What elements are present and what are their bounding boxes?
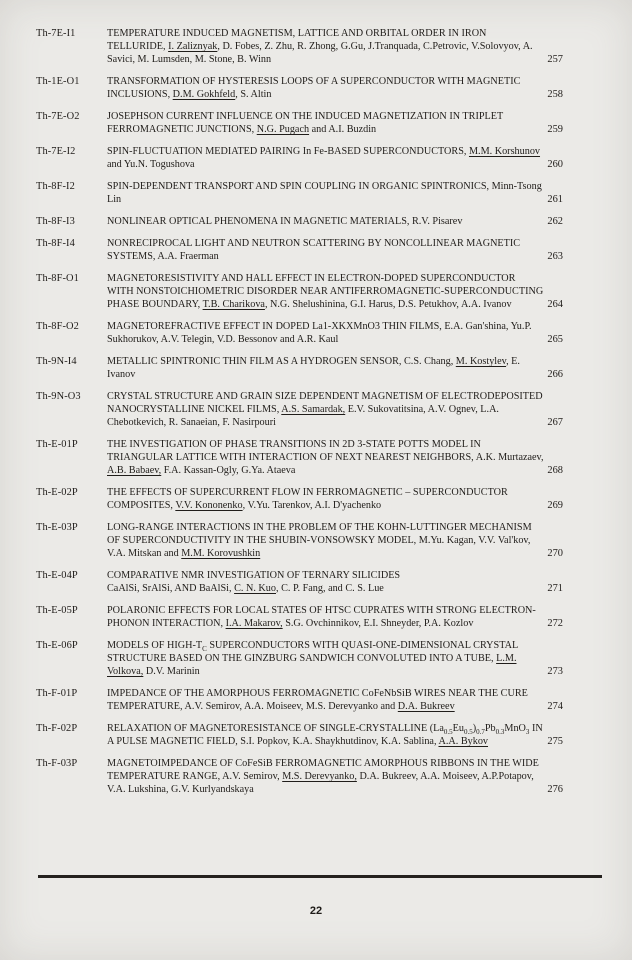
entry-title: MODELS OF HIGH-$T_C$ SUPERCONDUCTORS WITH QUASI-ONE-DIMENSIONAL CRYSTAL STRUCTURE BASED ON THE GINZBURG SANDWICH CONVOLUTED INTO A TUBE, L.M. Volkova, D.V. Marinin (107, 640, 518, 677)
entry-title: MAGNETOREFRACTIVE EFFECT IN DOPED La1-XKXMnO3 THIN FILMS, E.A. Gan'shina, Yu.P. Sukhorukov, A.V. Telegin, V.D. Bessonov and A.R. Kaul (107, 321, 532, 345)
entry-page-number: 273 (547, 666, 563, 677)
entry-page-number: 275 (547, 736, 563, 747)
entry-page-number: 268 (547, 465, 563, 476)
toc-row (36, 604, 563, 630)
toc-row (36, 110, 563, 136)
entry-page-number: 258 (547, 89, 563, 100)
entry-page-number: 259 (547, 124, 563, 135)
toc-row (36, 320, 563, 346)
session-code: Th-7E-I2 (36, 146, 76, 157)
session-code: Th-F-03P (36, 758, 78, 769)
entry-title: LONG-RANGE INTERACTIONS IN THE PROBLEM OF THE KOHN-LUTTINGER MECHANISM OF SUPERCONDUCTIVITY IN THE SHUBIN-VONSOWSKY MODEL, M.Yu. Kagan, V.V. Val'kov, V.A. Mitskan and M.M. Korovushkin (107, 522, 532, 559)
session-code: Th-8F-O2 (36, 321, 79, 332)
session-code: Th-9N-O3 (36, 391, 81, 402)
toc-row (36, 145, 563, 171)
toc-row (36, 27, 563, 66)
entry-page-number: 276 (547, 784, 563, 795)
session-code: Th-E-02P (36, 487, 78, 498)
session-code: Th-1E-O1 (36, 76, 80, 87)
session-code: Th-7E-I1 (36, 28, 76, 39)
session-code: Th-F-01P (36, 688, 78, 699)
entry-title: NONRECIPROCAL LIGHT AND NEUTRON SCATTERING BY NONCOLLINEAR MAGNETIC SYSTEMS, A.A. Fraerman (107, 238, 521, 262)
entry-title: MAGNETOIMPEDANCE OF CoFeSiB FERROMAGNETIC AMORPHOUS RIBBONS IN THE WIDE TEMPERATURE RANGE, A.V. Semirov, M.S. Derevyanko, D.A. Bukreev, A.A. Moiseev, A.P.Potapov, V.A. Lukshina, G.V. Kurlyandskaya (107, 758, 539, 795)
entry-title: MAGNETORESISTIVITY AND HALL EFFECT IN ELECTRON-DOPED SUPERCONDUCTOR WITH NONSTOICHIOMETRIC DISORDER NEAR ANTIFERROMAGNETIC-SUPERCONDUCTING PHASE BOUNDARY, T.B. Charikova, N.G. Shelushinina, G.I. Harus, D.S. Petukhov, A.A. Ivanov (107, 273, 544, 310)
entry-page-number: 264 (547, 299, 563, 310)
entry-title: IMPEDANCE OF THE AMORPHOUS FERROMAGNETIC CoFeNbSiB WIRES NEAR THE CURE TEMPERATURE, A.V. Semirov, A.A. Moiseev, M.S. Derevyanko and D.A. Bukreev (107, 688, 528, 712)
toc-row (36, 237, 563, 263)
entry-page-number: 272 (547, 618, 563, 629)
session-code: Th-F-02P (36, 723, 78, 734)
entry-title: METALLIC SPINTRONIC THIN FILM AS A HYDROGEN SENSOR, C.S. Chang, M. Kostylev, E. Ivanov (107, 356, 520, 380)
toc-list (36, 27, 563, 796)
entry-title: SPIN-DEPENDENT TRANSPORT AND SPIN COUPLING IN ORGANIC SPINTRONICS, Minn-Tsong Lin (107, 181, 542, 205)
entry-title: COMPARATIVE NMR INVESTIGATION OF TERNARY SILICIDES CaAlSi, SrAlSi, AND BaAlSi, C. N. Kuo, C. P. Fang, and C. S. Lue (107, 570, 401, 594)
session-code: Th-E-06P (36, 640, 78, 651)
entry-page-number: 261 (547, 194, 563, 205)
session-code: Th-9N-I4 (36, 356, 77, 367)
entry-title: THE INVESTIGATION OF PHASE TRANSITIONS IN 2D 3-STATE POTTS MODEL IN TRIANGULAR LATTICE WITH INTERACTION OF NEXT NEAREST NEIGHBORS, A.K. Murtazaev, A.B. Babaev, F.A. Kassan-Ogly, G.Ya. Ataeva (107, 439, 544, 476)
toc-row (36, 180, 563, 206)
session-code: Th-E-03P (36, 522, 78, 533)
entry-page-number: 274 (547, 701, 563, 712)
toc-row (36, 722, 563, 748)
toc-row (36, 355, 563, 381)
footer-divider-rule (38, 875, 602, 878)
entry-title: JOSEPHSON CURRENT INFLUENCE ON THE INDUCED MAGNETIZATION IN TRIPLET FERROMAGNETIC JUNCTIONS, N.G. Pugach and A.I. Buzdin (107, 111, 503, 135)
entry-page-number: 270 (547, 548, 563, 559)
entry-title: NONLINEAR OPTICAL PHENOMENA IN MAGNETIC MATERIALS, R.V. Pisarev (107, 216, 463, 227)
toc-row (36, 569, 563, 595)
session-code: Th-E-04P (36, 570, 78, 581)
entry-page-number: 271 (547, 583, 563, 594)
page-number-footer: 22 (309, 905, 323, 917)
entry-page-number: 260 (547, 159, 563, 170)
toc-row (36, 687, 563, 713)
entry-page-number: 269 (547, 500, 563, 511)
entry-page-number: 265 (547, 334, 563, 345)
toc-row (36, 486, 563, 512)
session-code: Th-E-01P (36, 439, 78, 450)
entry-title: POLARONIC EFFECTS FOR LOCAL STATES OF HTSC CUPRATES WITH STRONG ELECTRON-PHONON INTERACTION, I.A. Makarov, S.G. Ovchinnikov, E.I. Shneyder, P.A. Kozlov (107, 605, 536, 629)
entry-page-number: 267 (547, 417, 563, 428)
session-code: Th-8F-O1 (36, 273, 79, 284)
entry-page-number: 262 (547, 216, 563, 227)
session-code: Th-8F-I4 (36, 238, 75, 249)
session-code: Th-8F-I3 (36, 216, 75, 227)
toc-row (36, 215, 563, 228)
toc-row (36, 757, 563, 796)
entry-page-number: 263 (547, 251, 563, 262)
toc-row (36, 438, 563, 477)
entry-title: SPIN-FLUCTUATION MEDIATED PAIRING In Fe-BASED SUPERCONDUCTORS, M.M. Korshunov and Yu.N. Togushova (107, 146, 541, 170)
toc-row (36, 272, 563, 311)
session-code: Th-7E-O2 (36, 111, 80, 122)
entry-title: CRYSTAL STRUCTURE AND GRAIN SIZE DEPENDENT MAGNETISM OF ELECTRODEPOSITED NANOCRYSTALLINE NICKEL FILMS, A.S. Samardak, E.V. Sukovatitsina, A.V. Ognev, L.A. Chebotkevich, R. Sanaeian, F. Nasirpouri (107, 391, 543, 428)
entry-title: THE EFFECTS OF SUPERCURRENT FLOW IN FERROMAGNETIC – SUPERCONDUCTOR COMPOSITES, V.V. Kononenko, V.Yu. Tarenkov, A.I. D'yachenko (107, 487, 508, 511)
session-code: Th-E-05P (36, 605, 78, 616)
entry-page-number: 257 (547, 54, 563, 65)
entry-page-number: 266 (547, 369, 563, 380)
toc-row (36, 521, 563, 560)
toc-row (36, 75, 563, 101)
entry-title: TRANSFORMATION OF HYSTERESIS LOOPS OF A SUPERCONDUCTOR WITH MAGNETIC INCLUSIONS, D.M. Gokhfeld, S. Altin (107, 76, 521, 100)
entry-title: RELAXATION OF MAGNETORESISTANCE OF SINGLE-CRYSTALLINE $(La_{0.5}Eu_{0.5})_{0.7}Pb_{0.3}MnO_3$ IN A PULSE MAGNETIC FIELD, S.I. Popkov, K.A. Shaykhutdinov, K.A. Sablina, A.A. Bykov (107, 723, 543, 747)
entry-title: TEMPERATURE INDUCED MAGNETISM, LATTICE AND ORBITAL ORDER IN IRON TELLURIDE, I. Zaliznyak, D. Fobes, Z. Zhu, R. Zhong, G.Gu, J.Tranquada, C.Petrovic, V.Solovyov, A. Savici, M. Lumsden, M. Stone, B. Winn (107, 28, 533, 65)
toc-row (36, 639, 563, 678)
session-code: Th-8F-I2 (36, 181, 75, 192)
toc-row (36, 390, 563, 429)
